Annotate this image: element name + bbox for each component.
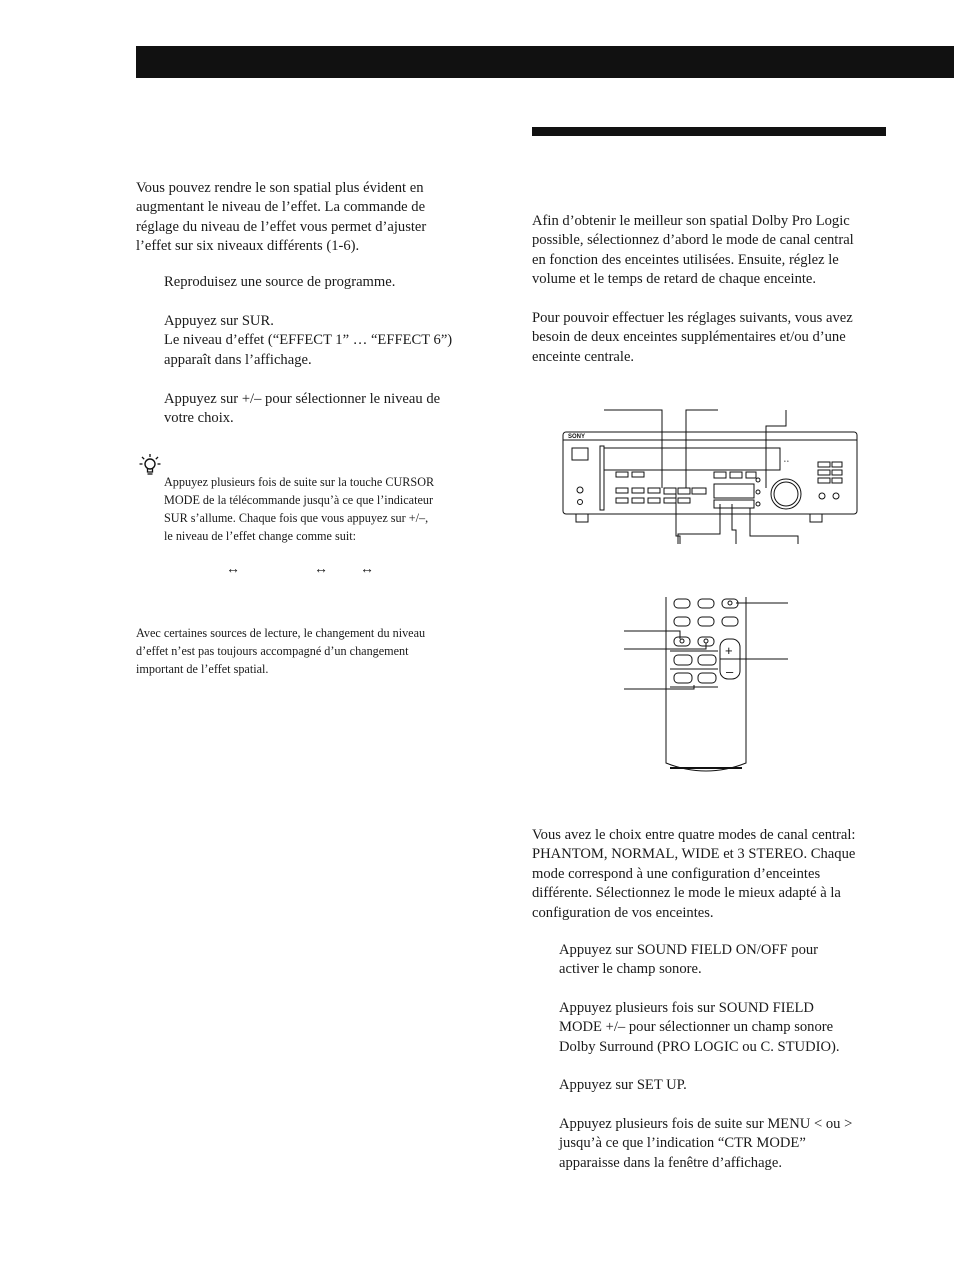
left-step-3: Appuyez sur +/– pour sélectionner le niveau de votre choix. <box>164 391 441 427</box>
center-mode-text: Vous avez le choix entre quatre modes de canal central: PHANTOM, NORMAL, WIDE et 3 STEREO. Chaque mode correspond à une configuration d’enceintes différente. Sélectionnez le mode le mieux adapté à la configuration de vos enceintes. <box>532 827 856 921</box>
right-requirement: Pour pouvoir effectuer les réglages suivants, vous avez besoin de deux enceintes supplémentaires et/ou d’une enceinte centrale. <box>532 310 853 365</box>
brand-logo: SONY <box>568 434 586 440</box>
right-step-3: Appuyez sur SET UP. <box>559 1077 687 1093</box>
header-bar <box>136 46 954 78</box>
svg-text:• •: • • <box>784 460 789 465</box>
left-intro: Vous pouvez rendre le son spatial plus évident en augmentant le niveau de l’effet. La commande de réglage du niveau de l’effet vous permet d’ajuster l’effet sur six niveaux différents (1-6). <box>136 180 427 255</box>
double-arrow-icon: ↔ <box>360 562 374 577</box>
double-arrow-icon: ↔ <box>226 562 240 577</box>
note-text: Avec certaines sources de lecture, le changement du niveau d’effet n’est pas toujours accompagné d’un changement important de l’effet spatial. <box>136 626 426 676</box>
left-step-1: Reproduisez une source de programme. <box>164 274 396 290</box>
right-intro: Afin d’obtenir le meilleur son spatial Dolby Pro Logic possible, sélectionnez d’abord le mode de canal central en fonction des enceintes utilisées. Ensuite, réglez le volume et le temps de retard de chaque enceinte. <box>532 213 854 288</box>
right-step-2: Appuyez plusieurs fois sur SOUND FIELD MODE +/– pour sélectionner un champ sonore Dolby Surround (PRO LOGIC ou C. STUDIO). <box>559 1000 840 1055</box>
remote-illustration <box>620 593 800 778</box>
minus-icon: – <box>726 664 734 679</box>
right-step-4: Appuyez plusieurs fois de suite sur MENU < ou > jusqu’à ce que l’indication “CTR MODE” apparaisse dans la fenêtre d’affichage. <box>559 1116 853 1171</box>
plus-icon: + <box>725 643 733 658</box>
tip-text: Appuyez plusieurs fois de suite sur la touche CURSOR MODE de la télécommande jusqu’à ce que l’indicateur SUR s’allume. Chaque fois que vous appuyez sur +/–, le niveau de l’effet change comme suit: <box>164 475 435 543</box>
left-step-2: Appuyez sur SUR. Le niveau d’effet (“EFFECT 1” … “EFFECT 6”) apparaît dans l’affichage. <box>164 313 453 368</box>
lightbulb-icon <box>138 452 162 478</box>
double-arrow-icon: ↔ <box>314 562 328 577</box>
receiver-illustration <box>560 404 870 554</box>
right-step-1: Appuyez sur SOUND FIELD ON/OFF pour activer le champ sonore. <box>559 942 819 978</box>
section-rule <box>532 127 886 136</box>
